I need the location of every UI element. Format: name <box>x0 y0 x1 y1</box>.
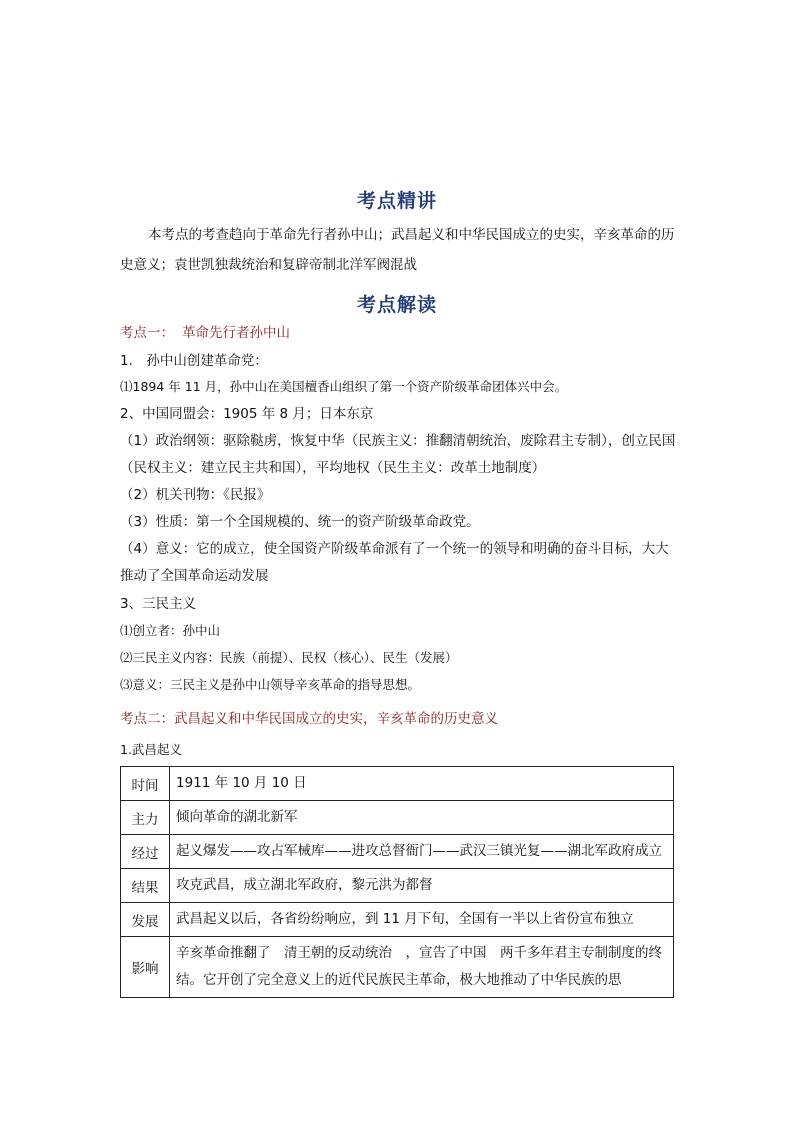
point-one-title: 革命先行者孙中山 <box>182 325 290 341</box>
table-row <box>121 903 674 937</box>
row-key: 经过 <box>121 835 170 869</box>
row-key: 结果 <box>121 869 170 903</box>
list-item: 3、三民主义 <box>120 596 197 612</box>
row-value: 攻克武昌，成立湖北军政府，黎元洪为都督 <box>170 869 674 903</box>
row-value: 武昌起义以后，各省纷纷响应，到 11 月下旬，全国有一半以上省份宣布独立 <box>170 903 674 937</box>
row-value: 辛亥革命推翻了 清王朝的反动统治 ，宣告了中国 两千多年君主专制制度的终结。它开创了完全意义上的近代民族民主革命，极大地推动了中华民族的思 <box>170 937 674 998</box>
list-item: ⑶意义：三民主义是孙中山领导辛亥革命的指导思想。 <box>120 677 421 692</box>
table-row <box>121 937 674 998</box>
heading-exam-focus: 考点精讲 <box>356 190 437 212</box>
point-two-heading: 考点二：武昌起义和中华民国成立的史实，辛亥革命的历史意义 <box>120 711 498 727</box>
list-item: ⑴创立者：孙中山 <box>120 623 221 638</box>
row-value: 倾向革命的湖北新军 <box>170 801 674 835</box>
list-item: 1. 孙中山创建革命党： <box>120 353 268 369</box>
list-item: ⑴1894 年 11 月，孙中山在美国檀香山组织了第一个资产阶级革命团体兴中会。 <box>120 379 568 394</box>
list-item: ⑵三民主义内容：民族（前提）、民权（核心）、民生（发展） <box>120 650 458 665</box>
row-value: 起义爆发——攻占军械库——进攻总督衙门——武汉三镇光复——湖北军政府成立 <box>170 835 674 869</box>
row-key: 影响 <box>121 937 170 998</box>
list-item: （3）性质：第一个全国规模的、统一的资产阶级革命政党。 <box>120 514 480 530</box>
heading-exam-reading: 考点解读 <box>356 294 437 316</box>
list-item: 2、中国同盟会：1905 年 8 月；日本东京 <box>120 406 374 422</box>
section-label-wuchang: 1.武昌起义 <box>120 742 182 757</box>
table-row <box>121 869 674 903</box>
intro-paragraph: 本考点的考查趋向于革命先行者孙中山；武昌起义和中华民国成立的史实，辛亥革命的历史意义；袁世凯独裁统治和复辟帝制北洋军阀混战 <box>120 227 675 273</box>
row-key: 主力 <box>121 801 170 835</box>
table-row <box>121 801 674 835</box>
table-row <box>121 767 674 801</box>
list-item: （4）意义：它的成立，使全国资产阶级革命派有了一个统一的领导和明确的奋斗目标，大大推动了全国革命运动发展 <box>120 541 669 584</box>
point-one-label: 考点一： <box>120 325 174 341</box>
row-key: 发展 <box>121 903 170 937</box>
list-item: （1）政治纲领：驱除鞑虏，恢复中华（民族主义：推翻清朝统治，废除君主专制），创立民国（民权主义：建立民主共和国），平均地权（民生主义：改革土地制度） <box>120 433 676 476</box>
point-one-heading <box>120 322 680 344</box>
wuchang-uprising-table <box>120 766 674 998</box>
row-value: 1911 年 10 月 10 日 <box>170 767 674 801</box>
list-item: （2）机关刊物：《民报》 <box>120 487 271 503</box>
table-row <box>121 835 674 869</box>
row-key: 时间 <box>121 767 170 801</box>
